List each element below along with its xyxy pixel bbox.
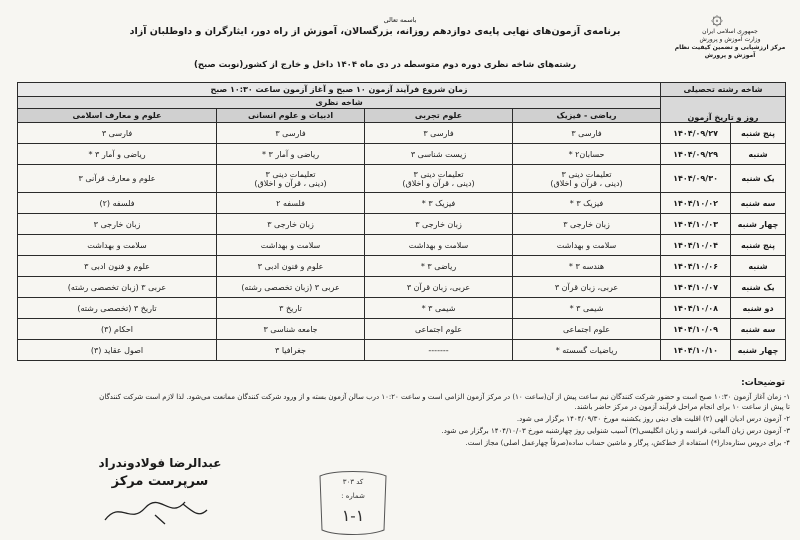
document-title: برنامه‌ی آزمون‌های نهایی پایه‌ی دوازدهم روزانه، بزرگسالان، آموزش از راه دور، ایثارگران و داوطلبان آزاد [129,26,621,37]
subject-cell: ریاضی ۳ * [365,256,513,277]
subject-cell: تعلیمات دینی ۳ (دینی ، قرآن و اخلاق) [365,165,513,193]
exam-date: ۱۴۰۴/۰۹/۲۷ [661,123,731,144]
table-row [18,340,786,361]
subject-cell: فارسی ۳ [18,123,217,144]
exam-date: ۱۴۰۴/۱۰/۱۰ [661,340,731,361]
date-header: روز و تاریخ آزمون [661,97,786,123]
subject-cell: علوم و معارف قرآنی ۳ [18,165,217,193]
column-header: ریاضی - فیزیک [513,109,661,123]
subject-cell: علوم اجتماعی [513,319,661,340]
table-row [18,123,786,144]
subject-cell: فارسی ۳ [217,123,365,144]
note-item: ۲- آزمون درس ادیان الهی (۲) اقلیت های دینی روز یکشنبه مورخ ۱۴۰۴/۰۹/۳۰ برگزار می شود. [516,415,790,423]
exam-day: پنج شنبه [731,123,786,144]
subject-cell: فارسی ۳ [365,123,513,144]
subject-cell: شیمی ۳ * [513,298,661,319]
stamp-code: کد ۳۰۳ [342,478,364,486]
subject-cell: سلامت و بهداشت [513,235,661,256]
table-row [18,235,786,256]
subject-cell: فیزیک ۳ * [365,193,513,214]
note-item: تا پیش از ساعت ۱۰ برای انجام مراحل فرآیند آزمون در مرکز حاضر باشند. [574,403,790,411]
subject-cell: علوم اجتماعی [365,319,513,340]
start-time-note: زمان شروع فرآیند آزمون ۱۰ صبح و آغاز آزمون ساعت ۱۰:۳۰ صبح [18,83,661,97]
column-header: ادبیات و علوم انسانی [217,109,365,123]
exam-day: سه شنبه [731,319,786,340]
subject-cell: فارسی ۳ [513,123,661,144]
table-row [18,319,786,340]
table-row [18,298,786,319]
subject-cell: تاریخ ۳ [217,298,365,319]
exam-schedule-table [17,82,786,361]
table-row [18,277,786,298]
exam-date: ۱۴۰۴/۱۰/۰۹ [661,319,731,340]
exam-date: ۱۴۰۴/۱۰/۰۲ [661,193,731,214]
org-line-2: وزارت آموزش و پرورش [699,36,761,43]
subject-cell: عربی ۳ (زبان تخصصی رشته) [217,277,365,298]
note-item: ۳- آزمون درس زبان آلمانی، فرانسه و زبان انگلیسی(۳) آسیب شنوایی روز چهارشنبه مورخ ۱۴۰۴/۱۰/۰۳ برگزار می شود. [441,427,790,435]
table-row [18,214,786,235]
subject-cell: زبان خارجی ۳ [513,214,661,235]
org-line-3: مرکز ارزشیابی و تضمین کیفیت نظام آموزش و پرورش [674,44,786,59]
exam-day: شنبه [731,256,786,277]
iran-emblem-icon: ۞ [711,5,723,29]
document-subtitle: رشته‌های شاخه نظری دوره دوم متوسطه در دی ماه ۱۴۰۴ داخل و خارج از کشور(نوبت صبح) [194,60,576,70]
exam-day: یک شنبه [731,165,786,193]
subject-cell: ------- [365,340,513,361]
handwritten-signature [95,490,215,530]
subject-cell: فیزیک ۳ * [513,193,661,214]
subject-cell: احکام (۳) [18,319,217,340]
subject-cell: زبان خارجی ۳ [18,214,217,235]
exam-day: دو شنبه [731,298,786,319]
exam-date: ۱۴۰۴/۱۰/۰۶ [661,256,731,277]
org-line-1: جمهوری اسلامی ایران [702,28,758,35]
subject-cell: عربی، زبان قرآن ۳ [365,277,513,298]
subject-cell: ریاضی و آمار ۳ * [217,144,365,165]
subject-cell: تعلیمات دینی ۳ (دینی ، قرآن و اخلاق) [513,165,661,193]
field-header: شاخه نظری [18,97,661,109]
subject-cell: زیست شناسی ۳ [365,144,513,165]
subject-cell: اصول عقاید (۳) [18,340,217,361]
subject-cell: عربی ۳ (زبان تخصصی رشته) [18,277,217,298]
subject-cell: سلامت و بهداشت [217,235,365,256]
exam-date: ۱۴۰۴/۰۹/۳۰ [661,165,731,193]
exam-date: ۱۴۰۴/۱۰/۰۸ [661,298,731,319]
subject-cell: ریاضیات گسسته * [513,340,661,361]
subject-cell: سلامت و بهداشت [18,235,217,256]
note-item: ۱- زمان آغاز آزمون ۱۰:۳۰ صبح است و حضور شرکت کنندگان نیم ساعت پیش از آن(ساعت ۱۰) در مرکز آزمون الزامی است و ساعت ۱۰:۲۰ درب سالن آزمون بسته و از ورود شرکت کنندگان ممانعت می‌شود. لذا لازم است شرکت کنندگان [99,393,790,401]
table-row [18,256,786,277]
branch-header: شاخه رشته تحصیلی [661,83,786,97]
subject-cell: زبان خارجی ۳ [365,214,513,235]
subject-cell: هندسه ۳ * [513,256,661,277]
exam-day: شنبه [731,144,786,165]
subject-cell: جامعه شناسی ۳ [217,319,365,340]
signatory-role: سرپرست مرکز [111,474,209,489]
stamp-number-label: شماره : [341,492,365,500]
table-row [18,193,786,214]
subject-cell: جغرافیا ۳ [217,340,365,361]
subject-cell: عربی، زبان قرآن ۳ [513,277,661,298]
note-item: ۴- برای دروس ستاره‌دار(*) استفاده از خط‌کش، پرگار و ماشین حساب ساده(صرفاً چهارعمل اصلی) مجاز است. [465,439,790,447]
subject-cell: ریاضی و آمار ۳ * [18,144,217,165]
subject-cell: زبان خارجی ۳ [217,214,365,235]
exam-day: چهار شنبه [731,214,786,235]
exam-date: ۱۴۰۴/۰۹/۲۹ [661,144,731,165]
subject-cell: فلسفه (۲) [18,193,217,214]
exam-date: ۱۴۰۴/۱۰/۰۴ [661,235,731,256]
bismillah-label: باسمه تعالی [383,16,417,24]
signatory-name: عبدالرضا فولادوندراد [98,456,222,470]
registry-stamp [314,468,392,538]
column-header: علوم و معارف اسلامی [18,109,217,123]
exam-day: پنج شنبه [731,235,786,256]
exam-day: یک شنبه [731,277,786,298]
exam-date: ۱۴۰۴/۱۰/۰۳ [661,214,731,235]
exam-date: ۱۴۰۴/۱۰/۰۷ [661,277,731,298]
column-header: علوم تجربی [365,109,513,123]
subject-cell: تاریخ ۳ (تخصصی رشته) [18,298,217,319]
subject-cell: علوم و فنون ادبی ۳ [18,256,217,277]
subject-cell: فلسفه ۲ [217,193,365,214]
exam-day: چهار شنبه [731,340,786,361]
subject-cell: علوم و فنون ادبی ۳ [217,256,365,277]
subject-cell: سلامت و بهداشت [365,235,513,256]
exam-day: سه شنبه [731,193,786,214]
table-row [18,144,786,165]
table-row [18,165,786,193]
subject-cell: حسابان۲ * [513,144,661,165]
stamp-number: ۱-۱ [341,506,365,525]
subject-cell: تعلیمات دینی ۳ (دینی ، قرآن و اخلاق) [217,165,365,193]
notes-title: توضیحات: [741,378,785,388]
subject-cell: شیمی ۳ * [365,298,513,319]
